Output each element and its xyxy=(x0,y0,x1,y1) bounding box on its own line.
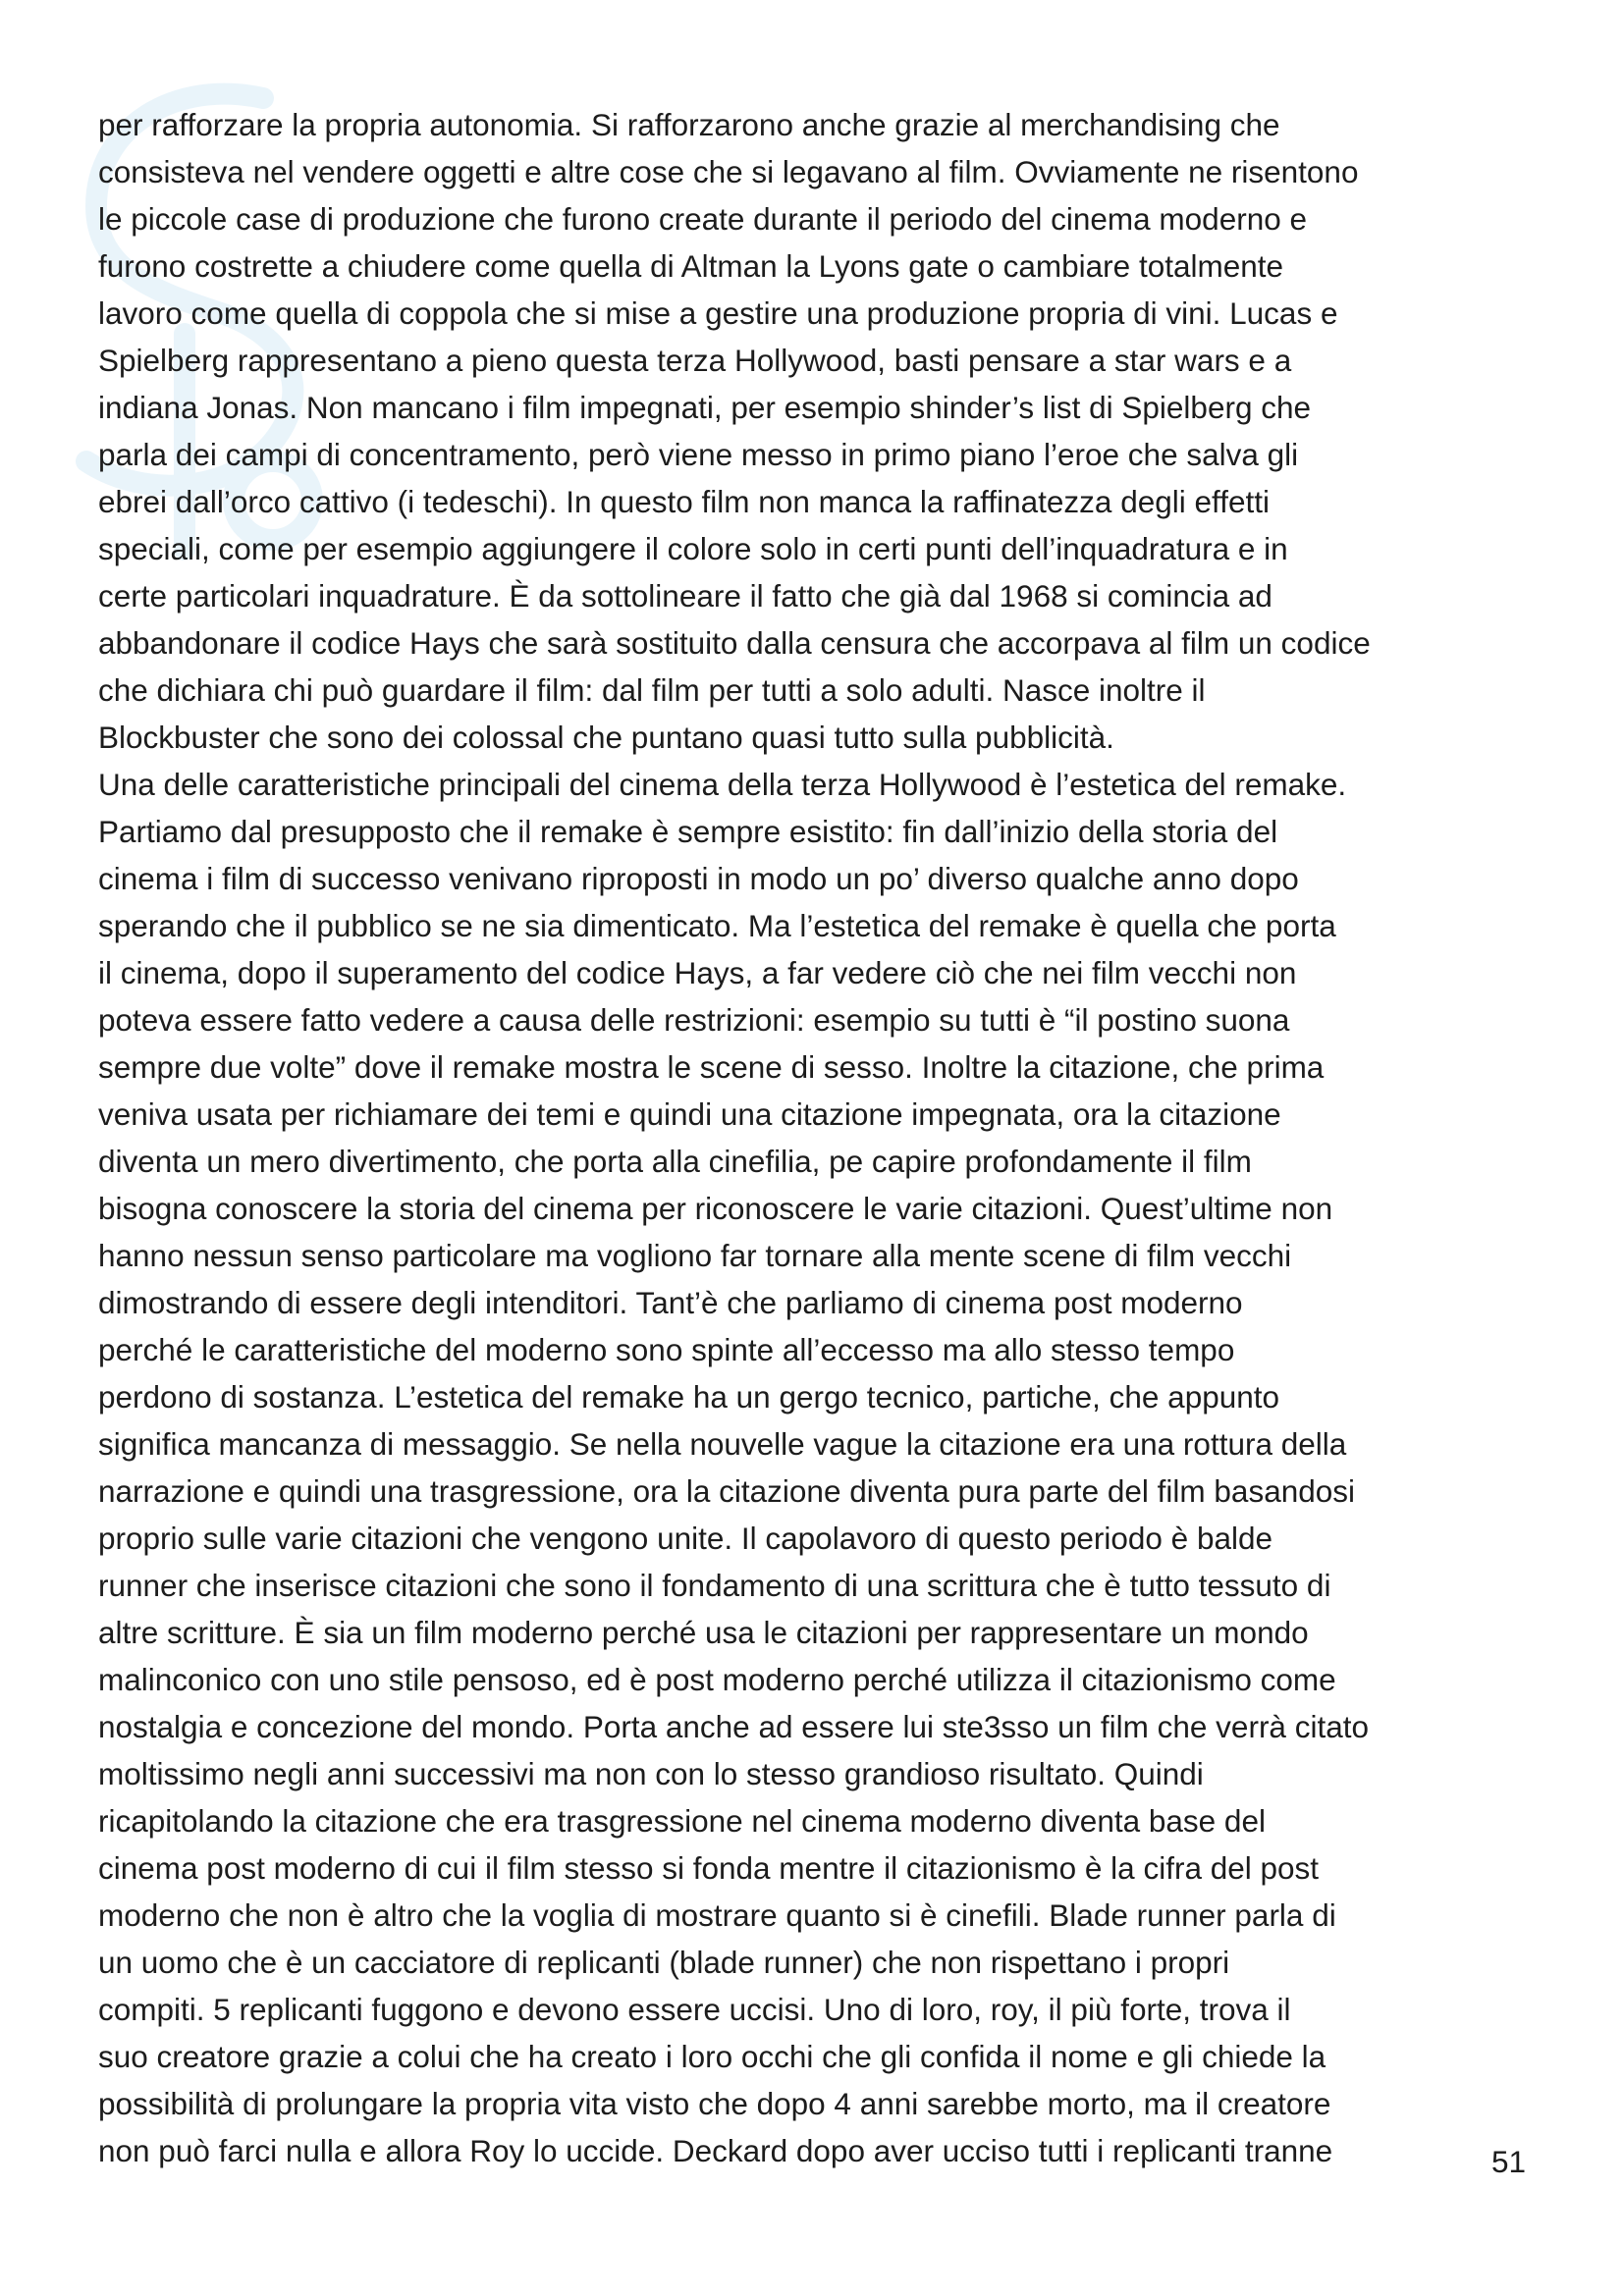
text-line: indiana Jonas. Non mancano i film impegnati, per esempio shinder’s list di Spielberg che xyxy=(98,390,1312,425)
text-line: nostalgia e concezione del mondo. Porta anche ad essere lui ste3sso un film che verrà citato xyxy=(98,1709,1369,1744)
text-line: malinconico con uno stile pensoso, ed è post moderno perché utilizza il citazionismo come xyxy=(98,1662,1336,1697)
text-line: significa mancanza di messaggio. Se nella nouvelle vague la citazione era una rottura della xyxy=(98,1426,1347,1462)
text-line: diventa un mero divertimento, che porta alla cinefilia, pe capire profondamente il film xyxy=(98,1144,1252,1179)
text-line: moltissimo negli anni successivi ma non con lo stesso grandioso risultato. Quindi xyxy=(98,1756,1204,1791)
text-line: perché le caratteristiche del moderno sono spinte all’eccesso ma allo stesso tempo xyxy=(98,1332,1235,1367)
text-line: consisteva nel vendere oggetti e altre cose che si legavano al film. Ovviamente ne risentono xyxy=(98,154,1359,189)
text-line: possibilità di prolungare la propria vita visto che dopo 4 anni sarebbe morto, ma il creatore xyxy=(98,2086,1331,2121)
text-line: che dichiara chi può guardare il film: dal film per tutti a solo adulti. Nasce inoltre il xyxy=(98,672,1206,708)
text-line: narrazione e quindi una trasgressione, ora la citazione diventa pura parte del film basandosi xyxy=(98,1473,1356,1509)
text-line: Una delle caratteristiche principali del cinema della terza Hollywood è l’estetica del remake. xyxy=(98,767,1347,802)
text-line: speciali, come per esempio aggiungere il colore solo in certi punti dell’inquadratura e in xyxy=(98,531,1288,566)
text-line: per rafforzare la propria autonomia. Si rafforzarono anche grazie al merchandising che xyxy=(98,107,1280,142)
text-line: non può farci nulla e allora Roy lo uccide. Deckard dopo aver ucciso tutti i replicanti tranne xyxy=(98,2133,1333,2168)
text-line: veniva usata per richiamare dei temi e quindi una citazione impegnata, ora la citazione xyxy=(98,1096,1281,1132)
text-line: hanno nessun senso particolare ma vogliono far tornare alla mente scene di film vecchi xyxy=(98,1238,1292,1273)
text-line: Partiamo dal presupposto che il remake è sempre esistito: fin dall’inizio della storia del xyxy=(98,814,1278,849)
text-line: cinema i film di successo venivano riproposti in modo un po’ diverso qualche anno dopo xyxy=(98,861,1299,896)
text-line: le piccole case di produzione che furono create durante il periodo del cinema moderno e xyxy=(98,201,1308,237)
text-line: suo creatore grazie a colui che ha creato i loro occhi che gli confida il nome e gli chiede la xyxy=(98,2039,1326,2074)
text-line: ebrei dall’orco cattivo (i tedeschi). In questo film non manca la raffinatezza degli effetti xyxy=(98,484,1270,519)
text-line: lavoro come quella di coppola che si mise a gestire una produzione propria di vini. Lucas e xyxy=(98,295,1338,331)
text-line: ricapitolando la citazione che era trasgressione nel cinema moderno diventa base del xyxy=(98,1803,1266,1839)
text-line: moderno che non è altro che la voglia di mostrare quanto si è cinefili. Blade runner parla di xyxy=(98,1897,1336,1933)
text-line: parla dei campi di concentramento, però viene messo in primo piano l’eroe che salva gli xyxy=(98,437,1299,472)
text-line: compiti. 5 replicanti fuggono e devono essere uccisi. Uno di loro, roy, il più forte, trova il xyxy=(98,1992,1291,2027)
text-line: proprio sulle varie citazioni che vengono unite. Il capolavoro di questo periodo è balde xyxy=(98,1521,1273,1556)
text-line: runner che inserisce citazioni che sono il fondamento di una scrittura che è tutto tessuto di xyxy=(98,1568,1331,1603)
text-line: bisogna conoscere la storia del cinema per riconoscere le varie citazioni. Quest’ultime non xyxy=(98,1191,1333,1226)
text-line: sperando che il pubblico se ne sia dimenticato. Ma l’estetica del remake è quella che porta xyxy=(98,908,1336,943)
text-line: un uomo che è un cacciatore di replicanti (blade runner) che non rispettano i propri xyxy=(98,1945,1230,1980)
text-line: certe particolari inquadrature. È da sottolineare il fatto che già dal 1968 si comincia ad xyxy=(98,578,1272,614)
text-line: poteva essere fatto vedere a causa delle restrizioni: esempio su tutti è “il postino suona xyxy=(98,1002,1290,1038)
text-line: abbandonare il codice Hays che sarà sostituito dalla censura che accorpava al film un codice xyxy=(98,625,1371,661)
text-line: sempre due volte” dove il remake mostra le scene di sesso. Inoltre la citazione, che prima xyxy=(98,1049,1325,1085)
body-text xyxy=(98,101,1542,2174)
text-line: perdono di sostanza. L’estetica del remake ha un gergo tecnico, partiche, che appunto xyxy=(98,1379,1280,1415)
text-line: dimostrando di essere degli intenditori. Tant’è che parliamo di cinema post moderno xyxy=(98,1285,1243,1320)
text-line: altre scritture. È sia un film moderno perché usa le citazioni per rappresentare un mondo xyxy=(98,1615,1309,1650)
text-line: Blockbuster che sono dei colossal che puntano quasi tutto sulla pubblicità. xyxy=(98,720,1114,755)
text-line: il cinema, dopo il superamento del codice Hays, a far vedere ciò che nei film vecchi non xyxy=(98,955,1297,990)
text-line: cinema post moderno di cui il film stesso si fonda mentre il citazionismo è la cifra del post xyxy=(98,1850,1320,1886)
text-line: furono costrette a chiudere come quella di Altman la Lyons gate o cambiare totalmente xyxy=(98,248,1284,284)
page-number: 51 xyxy=(1490,2144,1526,2179)
text-line: Spielberg rappresentano a pieno questa terza Hollywood, basti pensare a star wars e a xyxy=(98,343,1292,378)
